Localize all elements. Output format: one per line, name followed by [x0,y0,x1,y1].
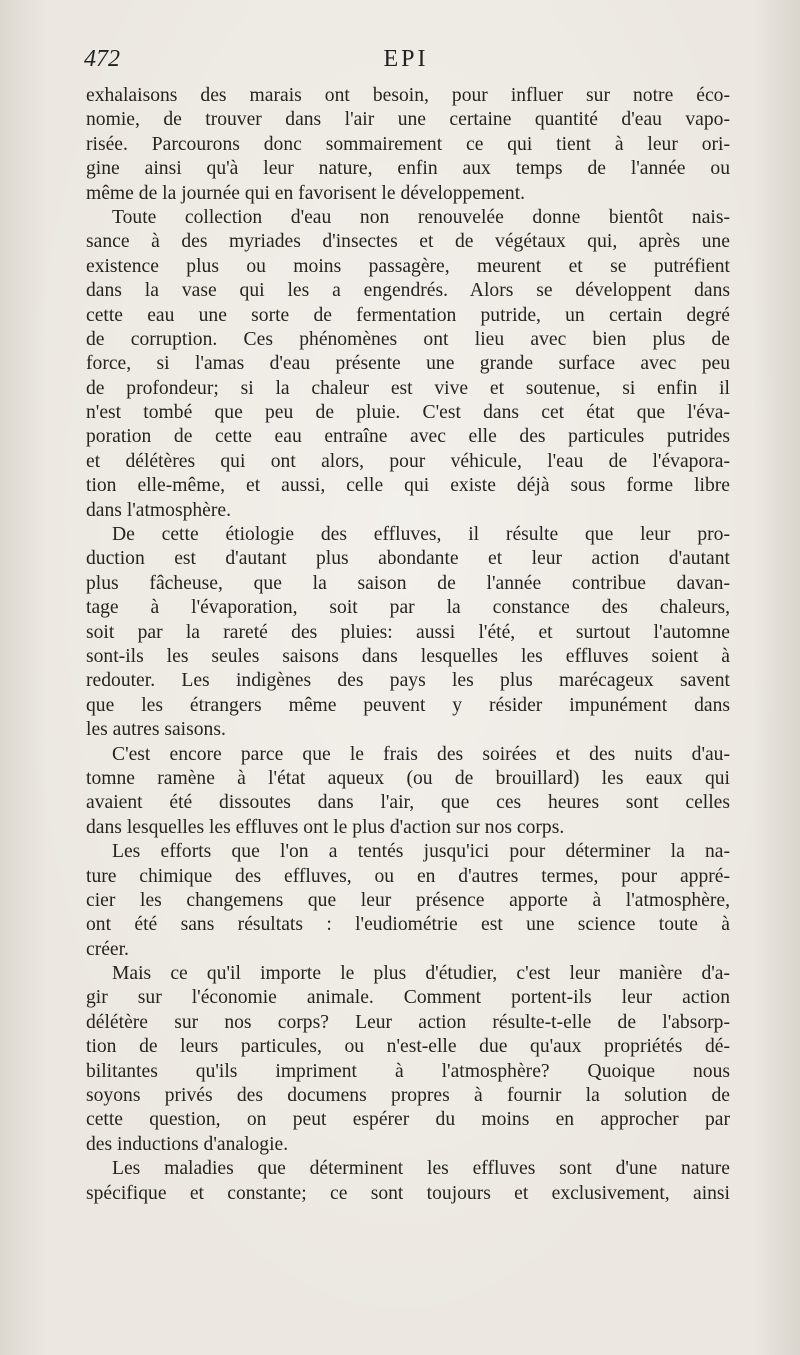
paragraph [86,206,730,523]
text-line: des inductions d'analogie. [86,1133,289,1155]
text-line: poration de cette eau entraîne avec elle des particules putrides [86,426,730,448]
text-line: n'est tombé que peu de pluie. C'est dans cet état que l'éva- [86,402,730,424]
paragraph [86,840,730,962]
text-line: Les maladies que déterminent les effluves sont d'une nature [112,1158,730,1180]
text-line: force, si l'amas d'eau présente une grande surface avec peu [86,353,730,375]
page-number: 472 [84,46,120,72]
page-header [84,46,728,76]
text-line: de profondeur; si la chaleur est vive et soutenue, si enfin il [86,377,730,399]
paragraph [86,962,730,1157]
text-line: Toute collection d'eau non renouvelée donne bientôt nais- [112,206,730,228]
text-line: C'est encore parce que le frais des soirées et des nuits d'au- [112,743,730,765]
text-line: tomne ramène à l'état aqueux (ou de brouillard) les eaux qui [86,767,730,789]
text-line: créer. [86,938,129,960]
text-line: sont-ils les seules saisons dans lesquelles les effluves soient à [86,645,730,667]
paragraph [86,743,730,841]
text-line: tion elle-même, et aussi, celle qui existe déjà sous forme libre [86,475,730,497]
text-line: avaient été dissoutes dans l'air, que ces heures sont celles [86,792,730,814]
text-line: que les étrangers même peuvent y résider impunément dans [86,694,730,716]
text-line: Mais ce qu'il importe le plus d'étudier, c'est leur manière d'a- [112,963,730,985]
text-line: bilitantes qu'ils impriment à l'atmosphère? Quoique nous [86,1060,730,1082]
text-line: tage à l'évaporation, soit par la constance des chaleurs, [86,597,730,619]
text-line: De cette étiologie des effluves, il résulte que leur pro- [112,524,730,546]
text-line: soit par la rareté des pluies: aussi l'été, et surtout l'automne [86,621,730,643]
text-line: soyons privés des documens propres à fournir la solution de [86,1085,730,1107]
text-line: cette eau une sorte de fermentation putride, un certain degré [86,304,730,326]
text-line: exhalaisons des marais ont besoin, pour influer sur notre éco- [86,85,730,106]
text-line: gine ainsi qu'à leur nature, enfin aux temps de l'année ou [86,158,730,180]
paragraph [86,523,730,743]
text-line: ture chimique des effluves, ou en d'autres termes, pour appré- [86,865,730,887]
text-line: nomie, de trouver dans l'air une certaine quantité d'eau vapo- [86,109,730,131]
text-line: les autres saisons. [86,719,226,741]
text-line: cier les changemens que leur présence apporte à l'atmosphère, [86,889,730,911]
text-line: même de la journée qui en favorisent le développement. [86,182,526,204]
text-line: dans lesquelles les effluves ont le plus d'action sur nos corps. [86,816,565,838]
text-line: sance à des myriades d'insectes et de végétaux qui, après une [86,231,730,253]
text-line: plus fâcheuse, que la saison de l'année contribue davan- [86,572,730,594]
paragraph [86,84,730,206]
text-line: dans la vase qui les a engendrés. Alors se développent dans [86,280,730,302]
running-head: EPI [383,46,429,72]
paragraph [86,1157,730,1206]
text-line: existence plus ou moins passagère, meurent et se putréfient [86,255,730,277]
text-line: gir sur l'économie animale. Comment portent-ils leur action [86,987,730,1009]
text-line: spécifique et constante; ce sont toujours et exclusivement, ainsi [86,1182,730,1204]
text-line: ont été sans résultats : l'eudiométrie est une science toute à [86,914,730,936]
text-line: de corruption. Ces phénomènes ont lieu avec bien plus de [86,328,730,350]
text-line: dans l'atmosphère. [86,499,232,521]
text-line: Les efforts que l'on a tentés jusqu'ici pour déterminer la na- [112,841,730,863]
text-line: risée. Parcourons donc sommairement ce qui tient à leur ori- [86,133,730,155]
text-line: duction est d'autant plus abondante et leur action d'autant [86,548,730,570]
text-line: redouter. Les indigènes des pays les plus marécageux savent [86,670,730,692]
text-line: et délétères qui ont alors, pour véhicule, l'eau de l'évapora- [86,450,730,472]
text-line: délétère sur nos corps? Leur action résulte-t-elle de l'absorp- [86,1011,730,1033]
body-text [86,84,730,1206]
text-line: tion de leurs particules, ou n'est-elle due qu'aux propriétés dé- [86,1036,730,1058]
text-line: cette question, on peut espérer du moins en approcher par [86,1109,730,1131]
